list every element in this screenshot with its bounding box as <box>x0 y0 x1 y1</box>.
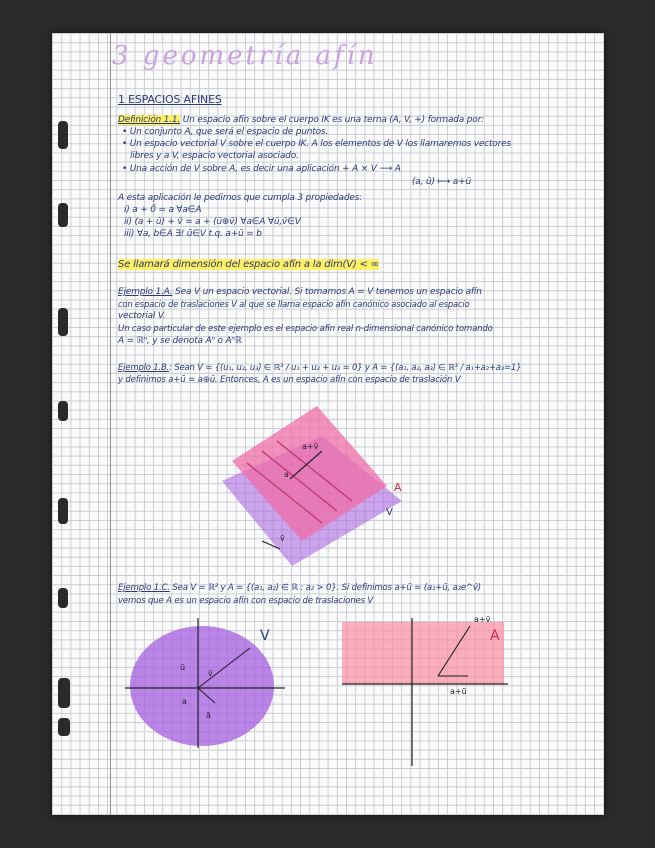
plane-figure <box>202 391 432 571</box>
label-u-vector: ū <box>180 663 186 672</box>
label-a-plus-v: a+v̄ <box>474 615 491 624</box>
label-a-space: A <box>490 628 500 644</box>
example-head: Ejemplo 1.A. <box>118 287 173 297</box>
binder-hole <box>58 718 70 736</box>
margin-line <box>110 33 111 815</box>
label-a: a <box>284 470 289 479</box>
example-text: y definimos a+ū = a⊕ū. Entonces, A es un espacio afín con espacio de traslación V <box>118 375 461 385</box>
example-text: Sea V un espacio vectorial. Si tomamos A = V tenemos un espacio afín <box>175 287 482 297</box>
vector-space-blob <box>130 626 274 746</box>
example-text: A = ℝⁿ, y se denota Aⁿ o Aⁿℝ <box>118 336 242 346</box>
example-text: vectorial V. <box>118 311 166 321</box>
definition-bullet: • Una acción de V sobre A, es decir una aplicación + A × V ⟶ A <box>122 164 401 174</box>
example-text: con espacio de traslaciones V al que se llama espacio afín canónico asociado al espacio <box>118 299 470 309</box>
property-1: i) a + 0̄ = a ∀a∈A <box>124 205 202 215</box>
definition-line <box>118 115 484 125</box>
binder-hole <box>58 308 68 336</box>
label-v-vector: v̄ <box>280 534 285 543</box>
property-3: iii) ∀a, b∈A ∃! ū∈V t.q. a+ū = b <box>124 229 262 239</box>
binder-hole <box>58 401 68 421</box>
half-plane-a <box>342 622 504 684</box>
example-text: : Sean V = {(u₁, u₂, u₃) ∈ ℝ³ / u₁ + u₂ + u₃ = 0} y A = {(a₁, a₂, a₃) ∈ ℝ³ / a₁+a₂+a₃=1} <box>169 363 522 373</box>
example-text: Un caso particular de este ejemplo es el espacio afín real n-dimensional canónico tomando <box>118 324 493 334</box>
binder-hole <box>58 121 68 149</box>
example-line <box>118 583 481 593</box>
definition-text: Un espacio afín sobre el cuerpo IK es una terna (A, V, +) formada por: <box>182 115 484 125</box>
label-plane-a: A <box>394 481 402 494</box>
label-a-plus-v: a+v̄ <box>302 442 319 451</box>
example-text: vemos que A es un espacio afín con espacio de traslaciones V <box>118 596 374 606</box>
binder-hole <box>58 498 68 524</box>
affine-space-figure <box>340 608 510 768</box>
property-2: ii) (a + ū) + v̄ = a + (ū⊕v̄) ∀a∈A ∀ū,v̄∈V <box>124 217 301 227</box>
notebook-page <box>52 33 604 815</box>
definition-bullet: • Un espacio vectorial V sobre el cuerpo IK. A los elementos de V los llamaremos vectores <box>122 139 511 149</box>
page-title: 3 geometría afín <box>112 41 378 71</box>
property-intro: A esta aplicación le pedimos que cumpla 3 propiedades: <box>118 193 363 203</box>
label-plane-v: V <box>386 507 393 518</box>
label-v-vector: v̄ <box>208 669 213 678</box>
dimension-definition <box>118 259 379 270</box>
definition-head: Definición 1.1. <box>118 115 181 125</box>
example-head: Ejemplo 1.C. <box>118 583 170 593</box>
binder-hole <box>58 203 68 227</box>
definition-map: (a, ū) ⟼ a+ū <box>412 177 471 187</box>
binder-hole <box>58 588 68 608</box>
label-a: a <box>182 697 187 706</box>
dimension-text: Se llamará dimensión del espacio afín a la dim(V) < ∞ <box>118 259 379 270</box>
vector-space-figure <box>120 608 290 753</box>
definition-bullet: • Un conjunto A, que será el espacio de puntos. <box>122 127 329 137</box>
label-a-bar: ā <box>206 711 211 720</box>
example-head: Ejemplo 1.B. <box>118 363 170 373</box>
binder-hole <box>58 678 70 708</box>
example-line <box>118 363 521 373</box>
label-a-plus-u: a+ū <box>450 687 467 696</box>
example-line <box>118 287 482 297</box>
definition-bullet: libres y a V, espacio vectorial asociado. <box>130 151 299 161</box>
label-v-space: V <box>260 628 270 644</box>
example-text: Sea V = ℝ² y A = {(a₁, a₂) ∈ ℝ : a₂ > 0}. Si definimos a+ū = (a₁+ū, a₂e^v̄) <box>172 583 481 593</box>
section-heading: 1 ESPACIOS AFINES <box>118 93 222 106</box>
